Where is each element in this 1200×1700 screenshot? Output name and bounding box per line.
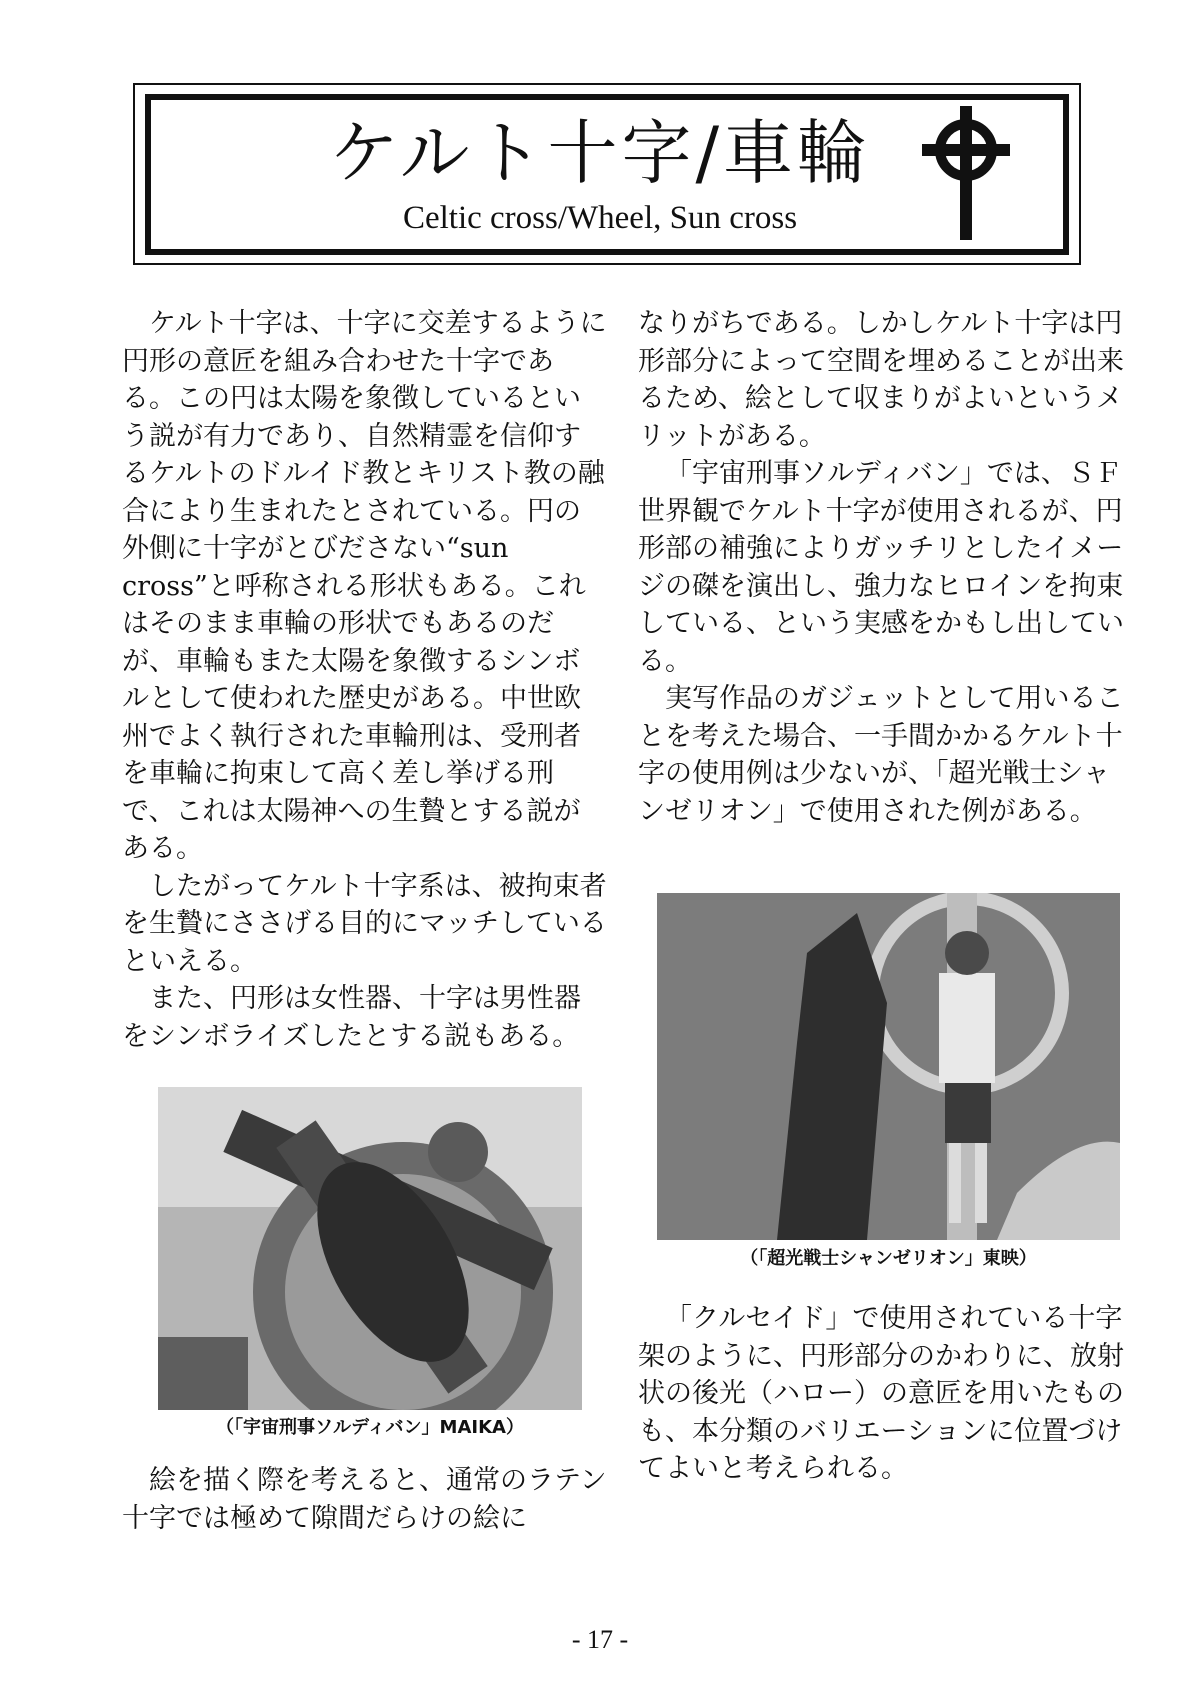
- photo-image: [657, 893, 1120, 1240]
- page-title: ケルト十字/車輪: [328, 112, 872, 194]
- celtic-cross-icon: [920, 104, 1012, 242]
- illustration-image: [158, 1087, 582, 1410]
- left-column-text: [122, 305, 607, 1055]
- page-number: - 17 -: [571, 1625, 629, 1654]
- paragraph: 「宇宙刑事ソルディバン」では、ＳＦ世界観でケルト十字が使用されるが、円形部の補強によりガッチリとしたイメージの磔を演出し、強力なヒロインを拘束している、という実感をかもし出している。: [638, 458, 1124, 677]
- paragraph: したがってケルト十字系は、被拘束者を生贄にささげる目的にマッチしているといえる。: [122, 870, 607, 977]
- right-column-bottom-text: [638, 1300, 1126, 1488]
- paragraph: 実写作品のガジェットとして用いることを考えた場合、一手間かかるケルト十字の使用例は少ないが、「超光戦士シャンゼリオン」で使用された例がある。: [638, 683, 1124, 827]
- right-column-text: [638, 305, 1126, 830]
- illustration-figure: [158, 1087, 582, 1410]
- photo-figure: [657, 893, 1120, 1240]
- paragraph: また、円形は女性器、十字は男性器をシンボライズしたとする説もある。: [122, 983, 581, 1052]
- figure-caption: （「宇宙刑事ソルディバン」MAIKA）: [216, 1417, 524, 1438]
- paragraph: ケルト十字は、十字に交差するように円形の意匠を組み合わせた十字である。この円は太陽を象徴しているという説が有力であり、自然精霊を信仰するケルトのドルイド教とキリスト教の融合により生まれたとされている。円の外側に十字がとびださない“sun cross”と呼称される形状もある。これはそのまま車輪の形状でもあるのだが、車輪もまた太陽を象徴するシンボルとして使われた歴史がある。中世欧州でよく執行された車輪刑は、受刑者を車輪に拘束して高く差し挙げる刑で、これは太陽神への生贄とする説がある。: [122, 308, 607, 864]
- paragraph: なりがちである。しかしケルト十字は円形部分によって空間を埋めることが出来るため、絵として収まりがよいというメリットがある。: [638, 308, 1124, 452]
- paragraph: 絵を描く際を考えると、通常のラテン十字では極めて隙間だらけの絵に: [122, 1465, 607, 1534]
- paragraph: 「クルセイド」で使用されている十字架のように、円形部分のかわりに、放射状の後光（ハロー）の意匠を用いたものも、本分類のバリエーションに位置づけてよいと考えられる。: [638, 1303, 1124, 1484]
- page-subtitle: Celtic cross/Wheel, Sun cross: [402, 200, 798, 236]
- figure-caption: （「超光戦士シャンゼリオン」東映）: [740, 1248, 1037, 1269]
- left-column-bottom-text: [122, 1462, 607, 1537]
